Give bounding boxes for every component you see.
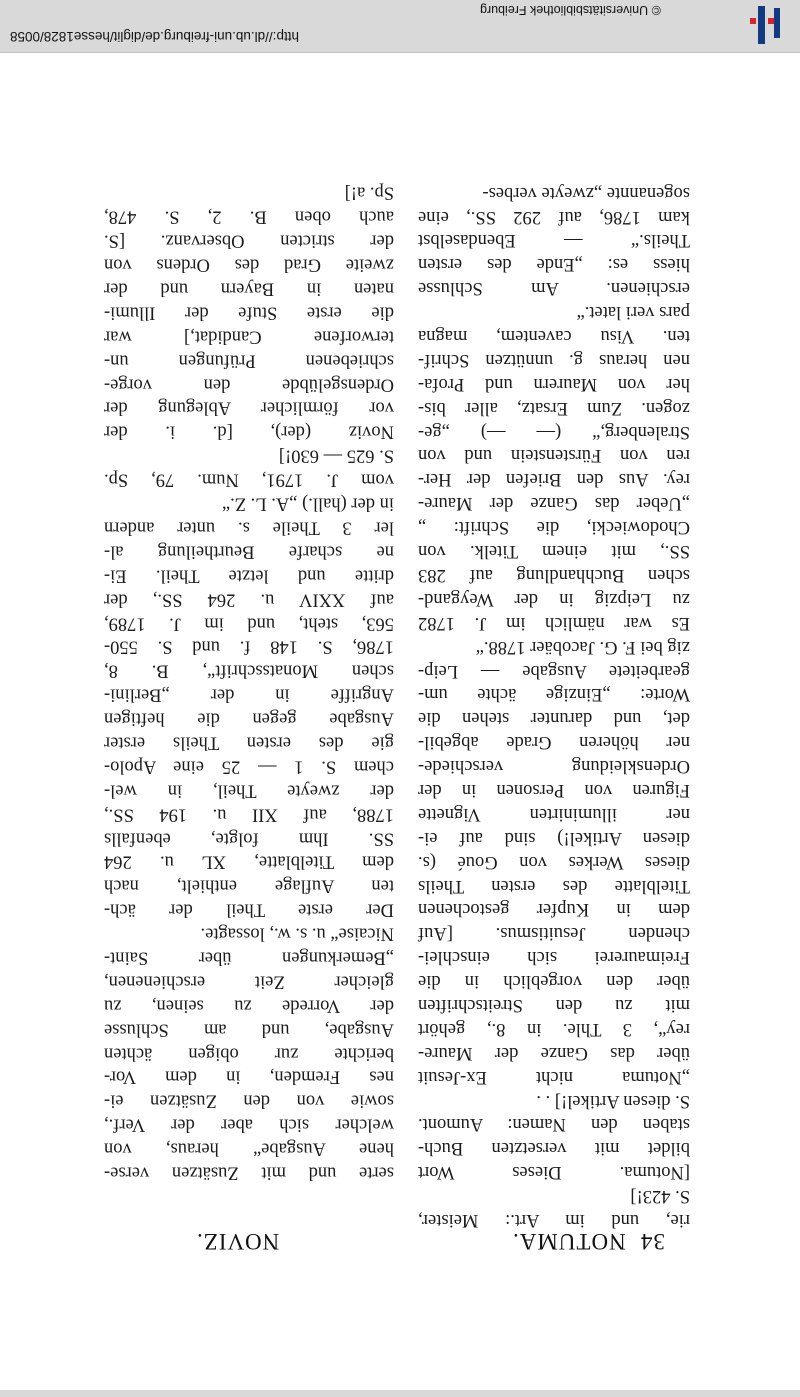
text-line: zig bei F. G. Jacobäer 1788.“	[475, 636, 690, 657]
text-line: rey“, 3 Thle. in 8., gehört	[418, 1019, 690, 1040]
text-line: Ausgabe gegen die heftigen	[104, 708, 394, 729]
text-line: ten. Visu caventem, magna	[418, 326, 690, 347]
ub-freiburg-logo-icon	[748, 6, 782, 44]
text-line: Ausgabe, und am Schlusse	[104, 1019, 394, 1040]
text-line: schen Monatsschrift“, B. 8,	[104, 660, 394, 681]
text-line: hiess es: „Ende des ersten	[418, 254, 690, 275]
text-line: gearbeitete Ausgabe — Leip-	[418, 660, 690, 681]
text-line: vor förmlicher Ablegung der	[104, 397, 394, 418]
copyright-notice: © Universitätsbibliothek Freiburg	[480, 3, 661, 17]
text-line: Nicaise“ u. s. w., lossagte.	[200, 923, 394, 944]
text-line: ne scharfe Beurtheilung al-	[104, 541, 394, 562]
text-line: Figuren von Personen in der	[418, 780, 690, 801]
text-line: der Vorrede zu seinen, zu	[104, 995, 394, 1016]
text-line: Der erste Theil der äch-	[104, 899, 394, 920]
text-line: sowie von den Zusätzen ei-	[104, 1090, 394, 1111]
text-line: schriebenen Prüfungen un-	[104, 350, 394, 371]
text-line: rie, und im Art.: Meister,	[418, 1210, 690, 1231]
text-line: „Bemerkungen über Saint-	[104, 947, 394, 968]
text-line: Chodowiecki, die Schrift: „	[418, 517, 690, 538]
text-line: Ordenskleidung verschiede-	[418, 756, 690, 777]
text-line: der stricten Observanz. [S.	[104, 230, 394, 251]
text-line: naten in Bayern und der	[104, 278, 394, 299]
text-line: S. diesen Artikel!] . .	[536, 1090, 690, 1111]
text-line: 563, steht, und im J. 1789,	[104, 612, 394, 633]
text-line: Freimaurerei sich einschlei-	[418, 947, 690, 968]
text-line: Ordensgelübde den vorge-	[104, 374, 394, 395]
text-line: schen Buchhandlung auf 283	[418, 565, 690, 586]
text-line: vom J. 1791, Num. 79, Sp.	[104, 469, 394, 490]
text-line: mit zu den Streitschriften	[418, 995, 690, 1016]
text-line: Stralenberg,“ (— —) „ge-	[418, 421, 690, 442]
text-line: diesen Artikel!) sind auf ei-	[418, 827, 690, 848]
text-line: dem in Kupfer gestochenen	[418, 899, 690, 920]
text-line: 1786, S. 148 f. und S. 550-	[104, 636, 394, 657]
text-line: her von Maurern und Profa-	[418, 374, 690, 395]
text-line: erschienen. Am Schlusse	[418, 278, 690, 299]
text-line: SS. Ihm folgte, ebenfalls	[104, 827, 394, 848]
running-head-right: NOVIZ.	[196, 1229, 280, 1254]
text-line: auch oben B. 2, S. 478,	[104, 206, 394, 227]
text-line: dritte und letzte Theil. Ei-	[104, 565, 394, 586]
text-line: nen heraus g. unnützen Schrif-	[418, 350, 690, 371]
text-line: sogenannte „zweyte verbes-	[482, 182, 690, 203]
text-line: 1788, auf XII u. 194 SS.,	[104, 804, 394, 825]
text-line: „Notuma nicht Ex-Jesuit	[418, 1066, 690, 1087]
text-line: S. 625 — 630!]	[278, 445, 394, 466]
text-line: Titelblatte des ersten Theils	[418, 875, 690, 896]
text-line: dieses Werkes von Goué (s.	[418, 851, 690, 872]
text-line: S. 423!]	[630, 1186, 690, 1207]
text-line: die erste Stufe der Illumi-	[104, 302, 394, 323]
text-line: über den vorgeblich in die	[418, 971, 690, 992]
text-line: dem Titelblatte, XL u. 264	[104, 851, 394, 872]
text-line: Sp. a!]	[344, 182, 394, 203]
text-line: terworfene Candidat,] war	[104, 326, 394, 347]
text-line: chenden Jesuitismus. [Auf	[418, 923, 690, 944]
text-line: Theils.“ — Ebendaselbst	[418, 230, 690, 251]
text-line: über das Ganze der Maure-	[418, 1042, 690, 1063]
text-line: serte und mit Zusätzen verse-	[104, 1162, 394, 1183]
text-line: berichte zur obigen ächten	[104, 1042, 394, 1063]
text-line: chem S. 1 — 25 eine Apolo-	[104, 756, 394, 777]
text-line: ren von Fürstenstein und von	[418, 445, 690, 466]
text-column-left	[418, 180, 690, 1231]
text-line: kam 1786, auf 292 SS., eine	[418, 206, 690, 227]
text-line: hene Ausgabe“ heraus, von	[104, 1138, 394, 1159]
running-head-left: NOTUMA.	[512, 1229, 626, 1254]
text-line: staben den Namen: Aumont.	[418, 1114, 690, 1135]
text-line: SS., mit einem Titelk. von	[418, 541, 690, 562]
text-line: zweite Grad des Ordens von	[104, 254, 394, 275]
text-line: Es war nämlich im J. 1782	[418, 612, 690, 633]
text-line: auf XXIV u. 264 SS., der	[104, 589, 394, 610]
text-line: bildet mit versetzten Buch-	[418, 1138, 690, 1159]
source-url[interactable]: http://dl.ub.uni-freiburg.de/diglit/hesse1828/0058	[10, 29, 299, 44]
text-line: zu Leipzig in der Weygand-	[418, 589, 690, 610]
text-line: Noviz (der), [d. i. der	[104, 421, 394, 442]
viewer-bottom-bar	[0, 1390, 800, 1397]
text-line: ler 3 Theile s. unter andern	[104, 517, 394, 538]
text-line: det, und darunter stehen die	[418, 708, 690, 729]
text-line: zogen. Zum Ersatz, aller bis-	[418, 397, 690, 418]
text-line: „Ueber das Ganze der Maure-	[418, 493, 690, 514]
text-line: Worte: „Einzige ächte um-	[418, 684, 690, 705]
text-column-right	[104, 180, 394, 1183]
text-line: welcher sich aber der Verf.,	[104, 1114, 394, 1135]
text-line: ner höheren Grade abgebil-	[418, 732, 690, 753]
page-number: 34	[640, 1229, 665, 1254]
text-line: Angriffe in der „Berlini-	[104, 684, 394, 705]
text-line: rey. Aus den Briefen der Her-	[418, 469, 690, 490]
viewer-toolbar	[0, 0, 800, 53]
text-line: der zweyte Theil, in wel-	[104, 780, 394, 801]
text-line: pars veri latet.“	[576, 302, 690, 323]
text-line: gleicher Zeit erschienenen,	[104, 971, 394, 992]
text-line: ten Auflage enthielt, nach	[104, 875, 394, 896]
text-line: ner illuminirten Vignette	[418, 804, 690, 825]
text-line: in der (hall.) „A. L. Z.“	[221, 493, 394, 514]
text-line: gie des ersten Theils erster	[104, 732, 394, 753]
text-line: nes Fremden, in dem Vor-	[104, 1066, 394, 1087]
text-line: [Notuma. Dieses Wort	[418, 1162, 690, 1183]
